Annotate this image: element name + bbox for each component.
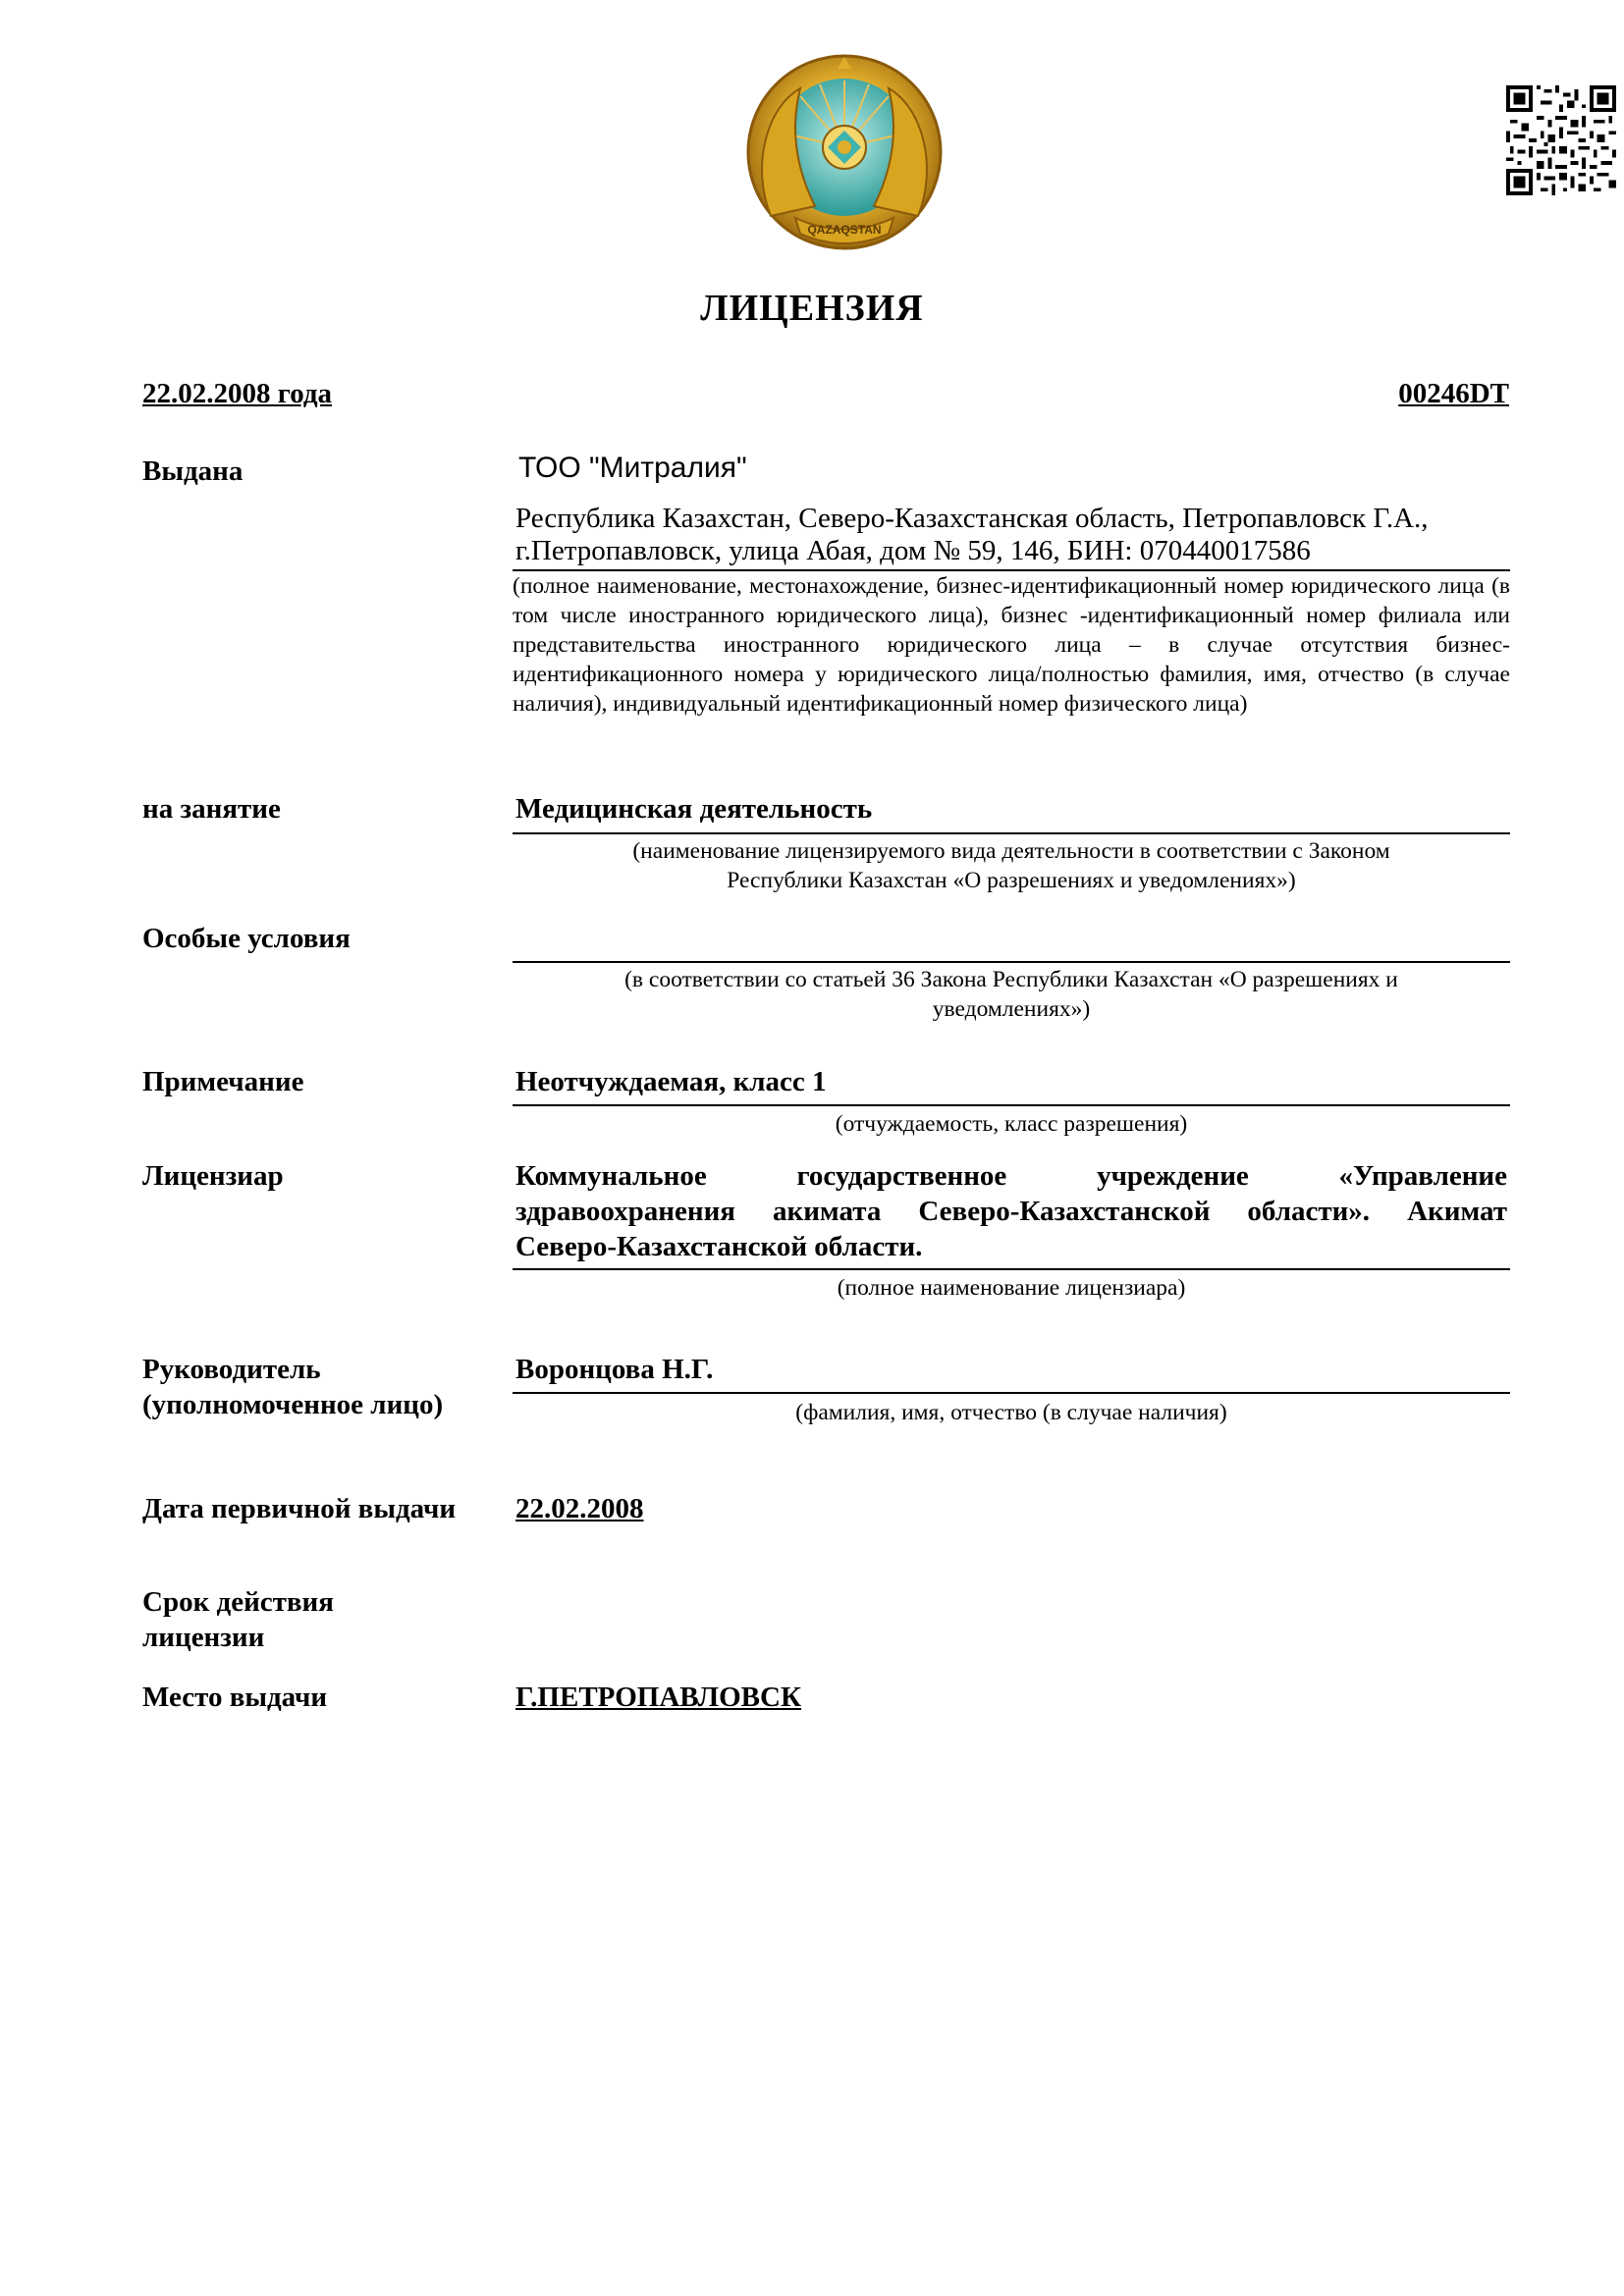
license-number: 00246DT (1398, 378, 1509, 409)
place-value: Г.ПЕТРОПАВЛОВСК (515, 1682, 801, 1713)
head-value: Воронцова Н.Г. (515, 1354, 714, 1385)
activity-label: на занятие (142, 793, 281, 825)
issue-date: 22.02.2008 года (142, 378, 333, 409)
validity-label-line-2: лицензии (142, 1622, 265, 1653)
qr-code (1506, 85, 1616, 195)
note-label: Примечание (142, 1066, 304, 1097)
issued-to-label: Выдана (142, 455, 244, 487)
head-label-line-1: Руководитель (142, 1354, 321, 1385)
head-underline (513, 1392, 1510, 1394)
licensor-label: Лицензиар (142, 1160, 284, 1192)
issued-to-caption: (полное наименование, местонахождение, бизнес-идентификационный номер юридического лица (в том числе иностранного юридического лица), бизнес -идентификационный номер филиала или представительства иностранного юридического лица – в случае отсутствия бизнес-идентификационного номера у юридического лица/полностью фамилия, имя, отчество (в случае наличия), индивидуальный идентификационный номер физического лица) (513, 573, 1510, 717)
first-issue-date: 22.02.2008 (515, 1493, 644, 1524)
licensor-line-2: здравоохранения акимата Северо-Казахстанской области». Акимат (515, 1196, 1507, 1227)
licensor-underline (513, 1268, 1510, 1270)
licensor-caption: (полное наименование лицензиара) (837, 1275, 1186, 1301)
emblem-text: QAZAQSTAN (807, 223, 882, 237)
address-line-2: г.Петропавловск, улица Абая, дом № 59, 146, БИН: 070440017586 (515, 535, 1311, 566)
activity-value: Медицинская деятельность (515, 793, 873, 825)
licensor-line-3: Северо-Казахстанской области. (515, 1231, 923, 1262)
activity-caption-line-2: Республики Казахстан «О разрешениях и уведомлениях») (727, 868, 1296, 893)
note-value: Неотчуждаемая, класс 1 (515, 1066, 827, 1097)
activity-caption-line-1: (наименование лицензируемого вида деятельности в соответствии с Законом (632, 838, 1390, 864)
first-issue-label: Дата первичной выдачи (142, 1493, 457, 1524)
special-conditions-underline (513, 961, 1510, 963)
organization-name: ТОО "Митралия" (518, 452, 747, 484)
special-conditions-caption-line-1: (в соответствии со статьей 36 Закона Республики Казахстан «О разрешениях и (624, 967, 1398, 992)
document-title: ЛИЦЕНЗИЯ (700, 288, 924, 329)
activity-underline (513, 832, 1510, 834)
address-line-1: Республика Казахстан, Северо-Казахстанская область, Петропавловск Г.А., (515, 503, 1429, 534)
place-label: Место выдачи (142, 1682, 328, 1713)
special-conditions-caption-line-2: уведомлениях») (932, 996, 1091, 1022)
note-caption: (отчуждаемость, класс разрешения) (835, 1111, 1188, 1137)
licensor-line-1: Коммунальное государственное учреждение «Управление (515, 1160, 1507, 1192)
head-label-line-2: (уполномоченное лицо) (142, 1389, 444, 1420)
validity-label-line-1: Срок действия (142, 1586, 334, 1618)
state-emblem (731, 49, 957, 260)
note-underline (513, 1104, 1510, 1106)
special-conditions-label: Особые условия (142, 923, 351, 954)
head-caption: (фамилия, имя, отчество (в случае наличия) (795, 1400, 1227, 1425)
